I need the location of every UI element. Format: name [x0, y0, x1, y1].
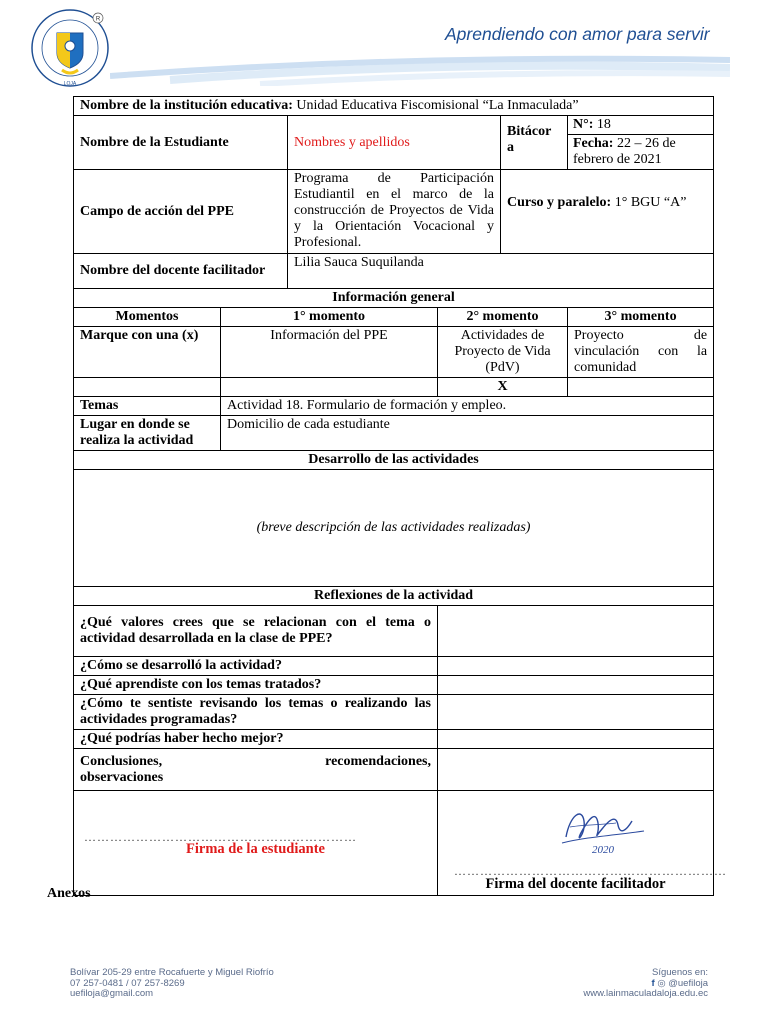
svg-text:2020: 2020 [592, 844, 614, 856]
option-2: Actividades de Proyecto de Vida (PdV) [438, 327, 568, 378]
mark-label: Marque con una (x) [74, 327, 221, 378]
question-feelings: ¿Cómo te sentiste revisando los temas o realizando las actividades programadas? [74, 695, 438, 730]
school-logo [30, 8, 110, 90]
answer-feelings[interactable] [438, 695, 714, 730]
general-info-header: Información general [74, 289, 714, 308]
student-signature-box[interactable] [74, 791, 438, 896]
mark-box-3[interactable] [568, 378, 714, 397]
answer-learned[interactable] [438, 676, 714, 695]
footer-website[interactable]: www.lainmaculadaloja.edu.ec [583, 988, 708, 999]
student-label: Nombre de la Estudiante [74, 116, 288, 170]
institution-value: Unidad Educativa Fiscomisional “La Inmaculada” [296, 98, 579, 113]
answer-conclusions[interactable] [438, 749, 714, 791]
moment-3-header: 3° momento [568, 308, 714, 327]
number-label: N°: [573, 117, 594, 132]
svg-text:R: R [95, 16, 101, 23]
place-label: Lugar en donde se realiza la actividad [74, 416, 221, 451]
number-date-cell [568, 116, 714, 170]
moments-label: Momentos [74, 308, 221, 327]
institution-label: Nombre de la institución educativa: [80, 98, 293, 113]
footer-email[interactable]: uefiloja@gmail.com [70, 988, 154, 999]
anexos-heading: Anexos [47, 886, 91, 901]
student-signature-label: Firma de la estudiante [186, 841, 325, 857]
footer-address: Bolívar 205-29 entre Rocafuerte y Miguel Riofrío [70, 967, 274, 978]
development-header: Desarrollo de las actividades [74, 451, 714, 470]
place-value: Domicilio de cada estudiante [221, 416, 714, 451]
footer-follow: Síguenos en: [652, 967, 708, 978]
development-field[interactable]: (breve descripción de las actividades realizadas) [74, 470, 714, 587]
bitacora-label: Bitácor a [501, 116, 568, 170]
date-value: 22 – 26 de febrero de 2021 [573, 136, 676, 167]
conclusions-label: Conclusiones, recomendaciones, observaciones [74, 749, 438, 791]
option-1: Información del PPE [221, 327, 438, 378]
teacher-label: Nombre del docente facilitador [74, 254, 288, 289]
slogan: Aprendiendo con amor para servir [445, 24, 710, 44]
course-label: Curso y paralelo: [507, 195, 612, 210]
course-value: 1° BGU “A” [614, 195, 687, 210]
svg-text:LOJA: LOJA [63, 81, 77, 87]
institution-row [74, 97, 714, 116]
teacher-value: Lilia Sauca Suquilanda [288, 254, 714, 289]
option-3: Proyecto de vinculación con la comunidad [568, 327, 714, 378]
answer-improve[interactable] [438, 730, 714, 749]
header-swoosh [110, 46, 730, 86]
reflections-header: Reflexiones de la actividad [74, 587, 714, 606]
conclusions-words: Conclusiones, recomendaciones, [80, 753, 431, 769]
student-name-field[interactable]: Nombres y apellidos [288, 116, 501, 170]
activity-log-form [73, 96, 727, 896]
field-value: Programa de Participación Estudiantil en el marco de la construcción de Proyectos de Vida y la Orientación Vocacional y Profesional. [288, 170, 501, 254]
date-label: Fecha: [573, 136, 614, 151]
moment-1-header: 1° momento [221, 308, 438, 327]
footer-social-handle[interactable]: @uefiloja [668, 977, 708, 989]
question-learned: ¿Qué aprendiste con los temas tratados? [74, 676, 438, 695]
footer-social [583, 968, 708, 1000]
question-how: ¿Cómo se desarrolló la actividad? [74, 657, 438, 676]
question-improve: ¿Qué podrías haber hecho mejor? [74, 730, 438, 749]
number-value: 18 [596, 117, 611, 132]
footer-contact [70, 968, 274, 1000]
facebook-icon[interactable]: f [651, 977, 655, 989]
mark-box-1[interactable] [221, 378, 438, 397]
mark-box-2[interactable]: X [438, 378, 568, 397]
answer-values[interactable] [438, 606, 714, 657]
topics-value: Actividad 18. Formulario de formación y empleo. [221, 397, 714, 416]
footer-phones: 07 257-0481 / 07 257-8269 [70, 977, 185, 989]
teacher-signature-image [556, 801, 646, 857]
field-label: Campo de acción del PPE [74, 170, 288, 254]
moment-2-header: 2° momento [438, 308, 568, 327]
topics-label: Temas [74, 397, 221, 416]
student-signature-line: ……………………………………………………… [84, 830, 357, 844]
instagram-icon[interactable]: ◎ [657, 977, 666, 989]
question-values: ¿Qué valores crees que se relacionan con el tema o actividad desarrollada en la clase de PPE? [74, 606, 438, 657]
answer-how[interactable] [438, 657, 714, 676]
teacher-signature-box [438, 791, 727, 896]
course-cell [501, 170, 714, 254]
mark-spacer [74, 378, 221, 397]
teacher-signature-line: ……………………………………………………… [454, 864, 727, 878]
teacher-signature-label: Firma del docente facilitador [485, 876, 666, 892]
